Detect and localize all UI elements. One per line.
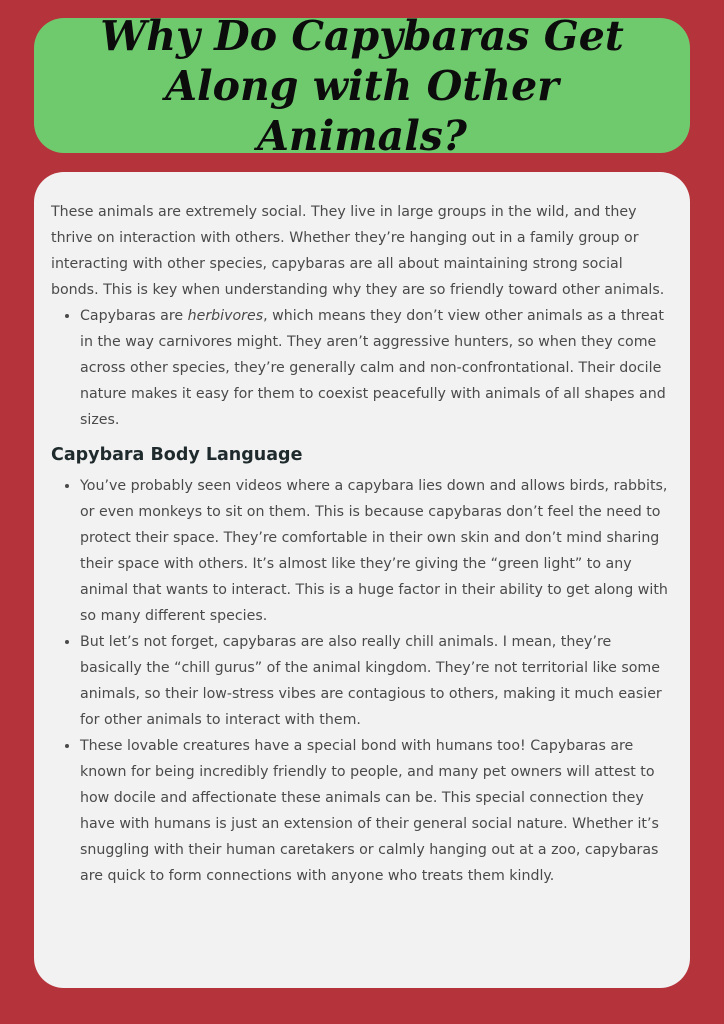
body-language-list — [51, 473, 674, 889]
list-item: • You’ve probably seen videos where a capybara lies down and allows birds, rabbits, or even monkeys to sit on them. This is because capybaras don’t feel the need to protect their space. They’re comfortable in their own skin and don’t mind sharing their space with others. It’s almost like they’re giving the “green light” to any animal that wants to interact. This is a huge factor in their ability to get along with so many different species. — [80, 473, 674, 629]
page-title: Why Do Capybaras Get Along with Other Animals? — [100, 11, 624, 160]
list-item: • These lovable creatures have a special bond with humans too! Capybaras are known for being incredibly friendly to people, and many pet owners will attest to how docile and affectionate these animals can be. This special connection they have with humans is just an extension of their general social nature. Whether it’s snuggling with their human caretakers or calmly hanging out at a zoo, capybaras are quick to form connections with anyone who treats them kindly. — [80, 733, 674, 889]
intro-paragraph: These animals are extremely social. They live in large groups in the wild, and they thrive on interaction with others. Whether they’re hanging out in a family group or interacting with other species, capybaras are all about maintaining strong social bonds. This is key when understanding why they are so friendly toward other animals. — [51, 204, 665, 298]
list-item: • But let’s not forget, capybaras are also really chill animals. I mean, they’re basically the “chill gurus” of the animal kingdom. They’re not territorial like some animals, so their low-stress vibes are contagious to others, making it much easier for other animals to interact with them. — [80, 629, 674, 733]
intro-bullet-list — [51, 303, 674, 433]
section-heading: Capybara Body Language — [51, 445, 303, 465]
title-banner — [34, 11, 690, 160]
bullet-text-prefix: Capybaras are — [80, 308, 188, 324]
list-item — [80, 303, 674, 433]
article-body — [34, 172, 690, 988]
bullet-text-suffix: , which means they don’t view other animals as a threat in the way carnivores might. They aren’t aggressive hunters, so when they come across other species, they’re generally calm and non-confrontational. Their docile nature makes it easy for them to coexist peacefully with animals of all shapes and sizes. — [80, 308, 666, 428]
bullet-text-emphasis: herbivores — [187, 308, 264, 324]
